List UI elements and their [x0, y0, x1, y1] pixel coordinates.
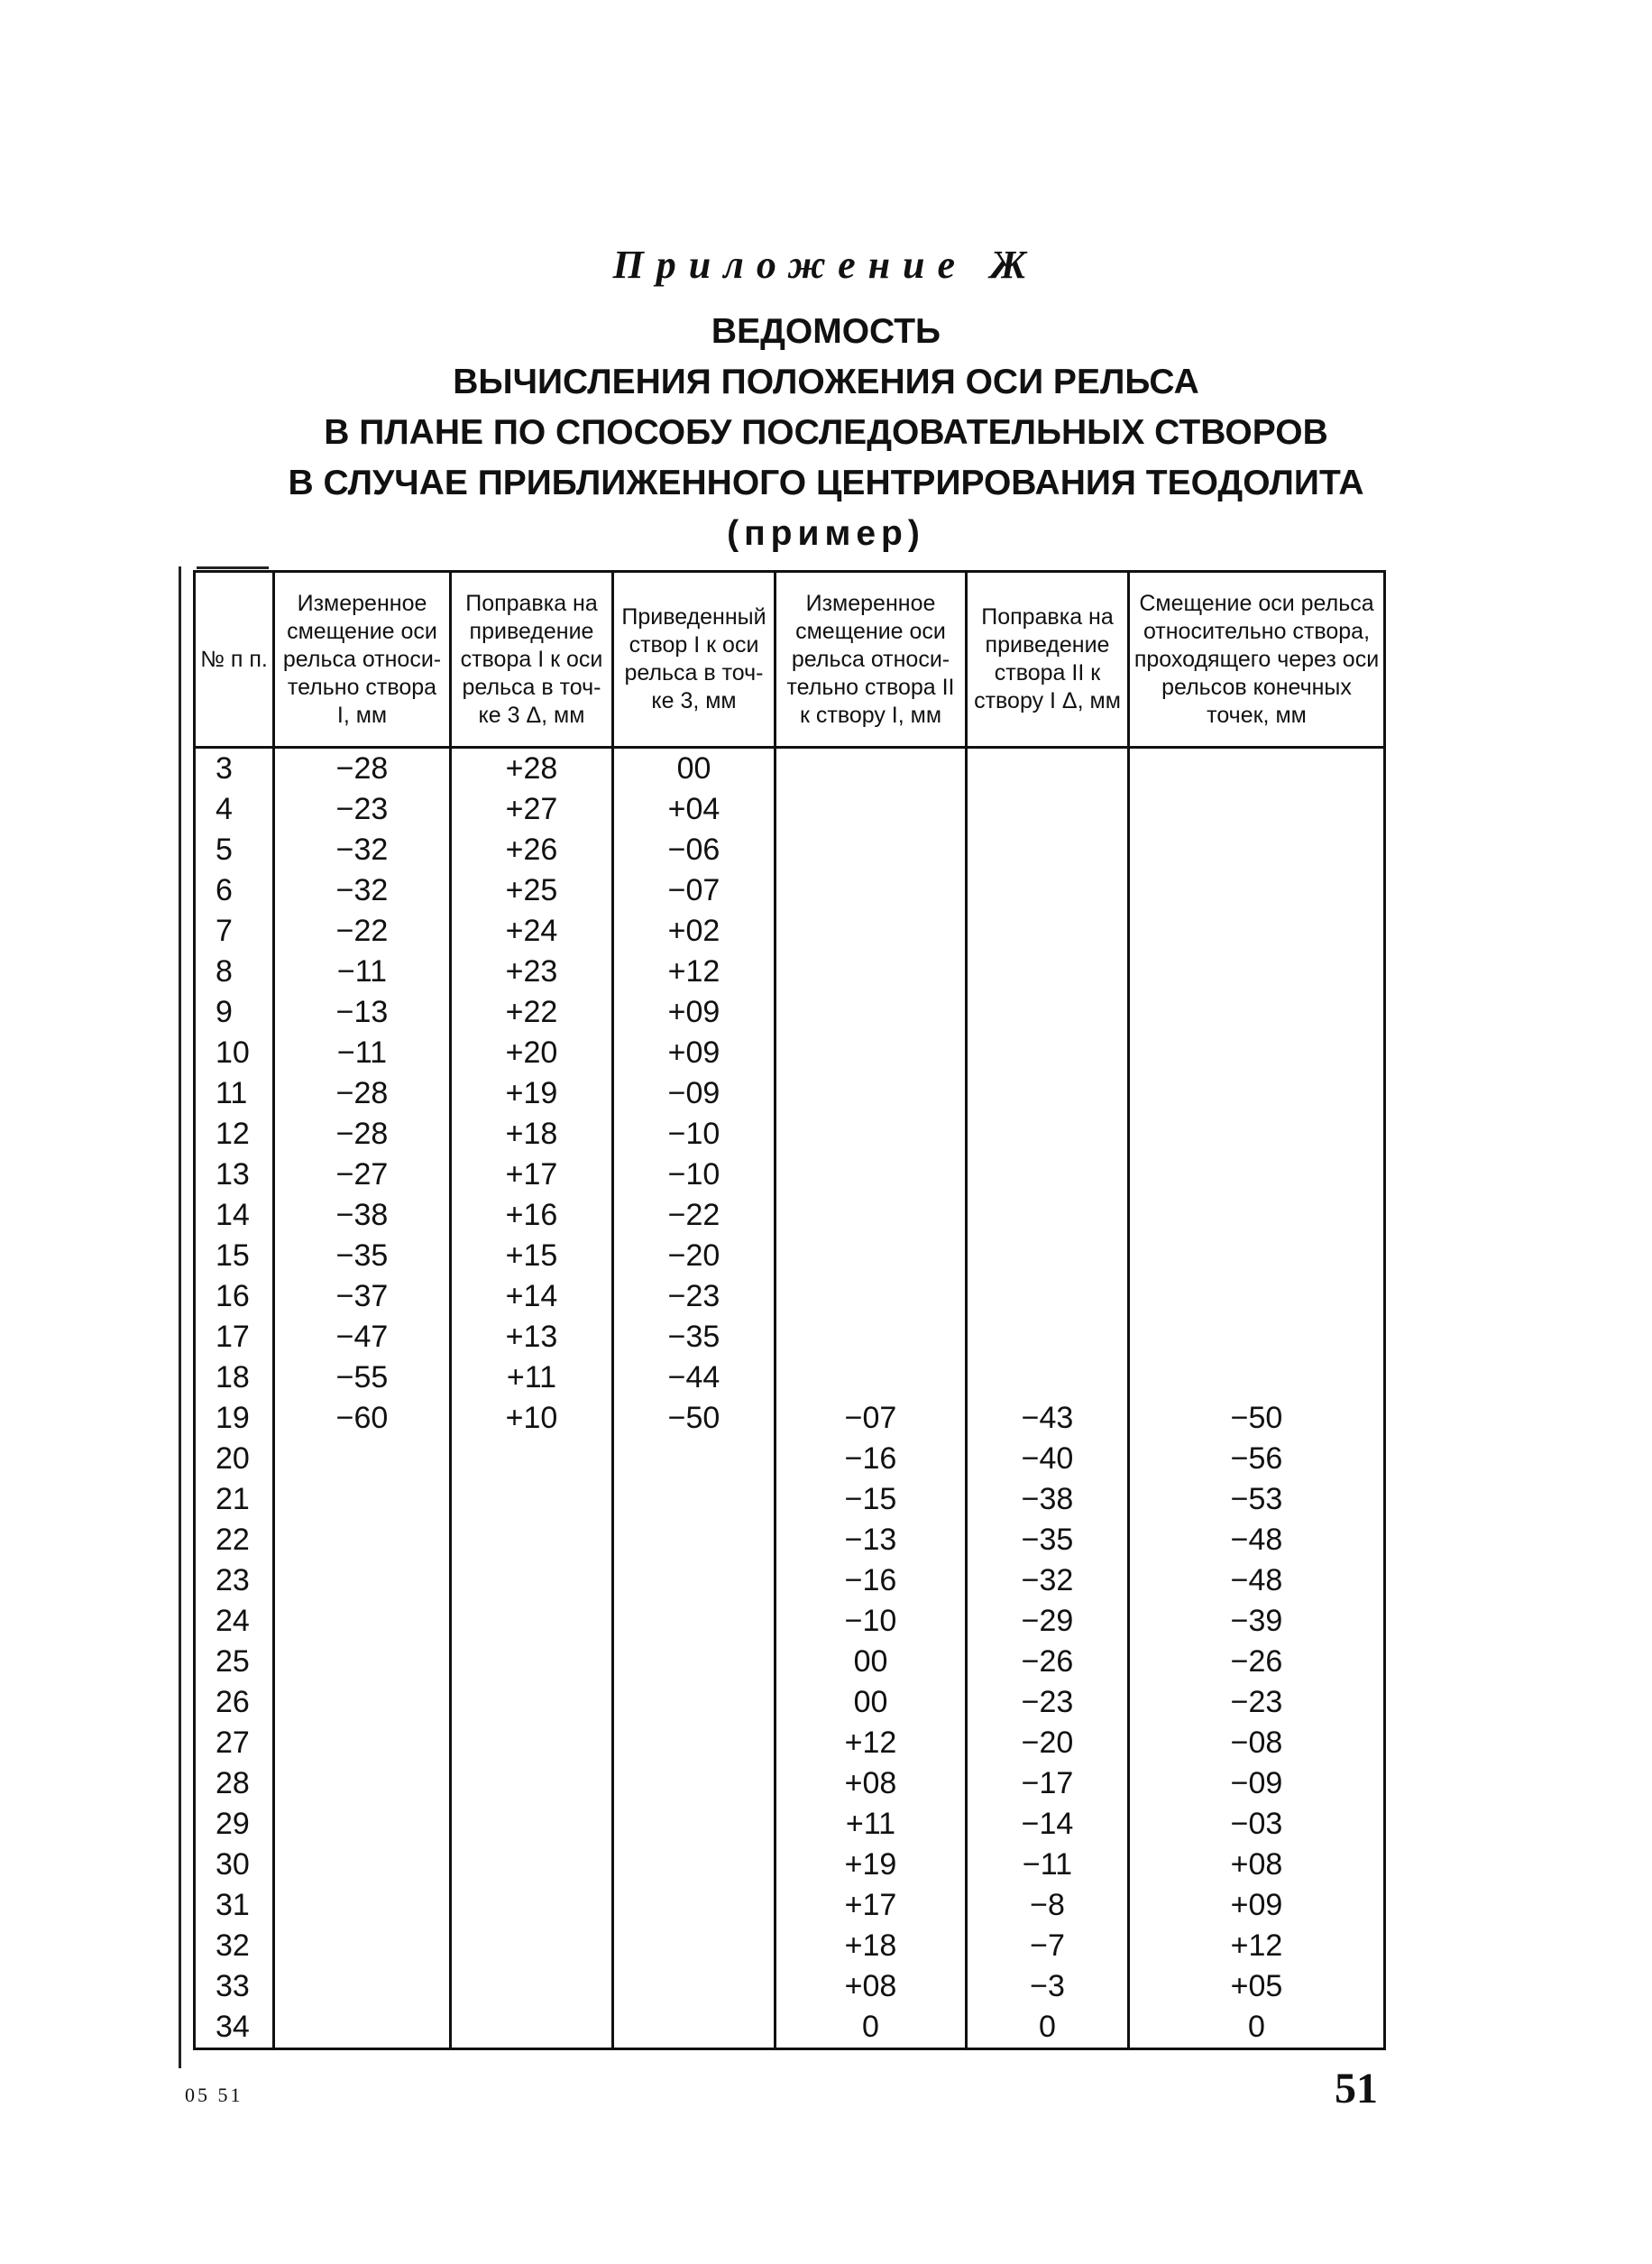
cell-correction-1: [451, 1560, 613, 1601]
table-row: [195, 1520, 1385, 1560]
cell-reduced-alignment: [613, 1926, 776, 1966]
cell-final-offset: −09: [1129, 1763, 1385, 1804]
cell-measured-offset-1: −38: [274, 1195, 451, 1236]
cell-measured-offset-1: [274, 1845, 451, 1885]
title-line-1: ВЕДОМОСТЬ: [711, 312, 941, 351]
cell-measured-offset-1: −11: [274, 1033, 451, 1073]
cell-correction-2: −35: [967, 1520, 1129, 1560]
cell-number: 14: [195, 1195, 274, 1236]
cell-measured-offset-2: −16: [776, 1439, 967, 1479]
cell-correction-2: −32: [967, 1560, 1129, 1601]
table-row: [195, 1763, 1385, 1804]
cell-measured-offset-1: −55: [274, 1357, 451, 1398]
title-line-4: В СЛУЧАЕ ПРИБЛИЖЕННОГО ЦЕНТРИРОВАНИЯ ТЕОДОЛИТА: [288, 464, 1364, 502]
cell-measured-offset-1: [274, 1885, 451, 1926]
cell-number: 15: [195, 1236, 274, 1276]
table-row: [195, 1033, 1385, 1073]
cell-correction-2: [967, 1357, 1129, 1398]
cell-number: 6: [195, 870, 274, 911]
cell-measured-offset-1: −13: [274, 992, 451, 1033]
cell-correction-1: +22: [451, 992, 613, 1033]
cell-measured-offset-1: [274, 1520, 451, 1560]
cell-correction-2: [967, 992, 1129, 1033]
cell-correction-2: 0: [967, 2007, 1129, 2049]
cell-reduced-alignment: −23: [613, 1276, 776, 1317]
cell-final-offset: −39: [1129, 1601, 1385, 1642]
table-row: [195, 1073, 1385, 1114]
table-row: [195, 2007, 1385, 2049]
cell-final-offset: −03: [1129, 1804, 1385, 1845]
cell-correction-2: [967, 1276, 1129, 1317]
table-row: [195, 1601, 1385, 1642]
cell-reduced-alignment: [613, 1885, 776, 1926]
document-title: [0, 307, 1652, 559]
sheet-edge-left: [179, 566, 181, 2068]
cell-number: 20: [195, 1439, 274, 1479]
cell-final-offset: [1129, 830, 1385, 870]
cell-measured-offset-2: [776, 1195, 967, 1236]
header-col-correction-2: Поправка на приведение створа II к створу I Δ, мм: [967, 572, 1129, 748]
cell-reduced-alignment: −06: [613, 830, 776, 870]
cell-measured-offset-2: [776, 1317, 967, 1357]
cell-reduced-alignment: +12: [613, 952, 776, 992]
cell-number: 16: [195, 1276, 274, 1317]
cell-measured-offset-2: +19: [776, 1845, 967, 1885]
cell-measured-offset-2: [776, 830, 967, 870]
table-header-row: [195, 572, 1385, 748]
cell-final-offset: −08: [1129, 1723, 1385, 1763]
cell-final-offset: −53: [1129, 1479, 1385, 1520]
cell-measured-offset-2: −13: [776, 1520, 967, 1560]
cell-correction-1: [451, 1520, 613, 1560]
cell-reduced-alignment: [613, 1845, 776, 1885]
cell-number: 22: [195, 1520, 274, 1560]
cell-correction-1: +15: [451, 1236, 613, 1276]
cell-final-offset: [1129, 911, 1385, 952]
cell-correction-1: +24: [451, 911, 613, 952]
page-number: 51: [1335, 2065, 1378, 2112]
cell-reduced-alignment: −20: [613, 1236, 776, 1276]
cell-correction-2: −11: [967, 1845, 1129, 1885]
cell-final-offset: [1129, 1236, 1385, 1276]
cell-correction-1: +16: [451, 1195, 613, 1236]
cell-correction-1: +19: [451, 1073, 613, 1114]
cell-measured-offset-2: [776, 992, 967, 1033]
header-col-correction-1: Поправка на приведение створа I к оси рельса в точ- ке 3 Δ, мм: [451, 572, 613, 748]
cell-final-offset: −26: [1129, 1642, 1385, 1682]
cell-correction-2: −3: [967, 1966, 1129, 2007]
cell-measured-offset-2: 00: [776, 1682, 967, 1723]
table-row: [195, 1398, 1385, 1439]
cell-measured-offset-1: −47: [274, 1317, 451, 1357]
cell-correction-1: [451, 1439, 613, 1479]
cell-reduced-alignment: +09: [613, 992, 776, 1033]
cell-reduced-alignment: +02: [613, 911, 776, 952]
cell-number: 5: [195, 830, 274, 870]
cell-correction-2: [967, 1114, 1129, 1155]
cell-number: 17: [195, 1317, 274, 1357]
cell-correction-1: [451, 1966, 613, 2007]
table-row: [195, 870, 1385, 911]
cell-measured-offset-1: −27: [274, 1155, 451, 1195]
cell-measured-offset-2: +08: [776, 1763, 967, 1804]
cell-measured-offset-1: [274, 1642, 451, 1682]
header-col-number: № п п.: [195, 572, 274, 748]
cell-measured-offset-1: −37: [274, 1276, 451, 1317]
table-row: [195, 952, 1385, 992]
cell-final-offset: [1129, 1073, 1385, 1114]
cell-measured-offset-1: [274, 1479, 451, 1520]
cell-final-offset: −56: [1129, 1439, 1385, 1479]
cell-measured-offset-2: [776, 1155, 967, 1195]
cell-correction-1: +17: [451, 1155, 613, 1195]
table-row: [195, 1682, 1385, 1723]
cell-measured-offset-2: [776, 911, 967, 952]
cell-reduced-alignment: [613, 1439, 776, 1479]
cell-measured-offset-2: +18: [776, 1926, 967, 1966]
cell-final-offset: [1129, 1357, 1385, 1398]
header-col-reduced-alignment: Приведенный створ I к оси рельса в точ- ке 3, мм: [613, 572, 776, 748]
cell-number: 27: [195, 1723, 274, 1763]
computation-table: [193, 570, 1386, 2050]
cell-number: 34: [195, 2007, 274, 2049]
cell-correction-2: [967, 870, 1129, 911]
cell-correction-2: −38: [967, 1479, 1129, 1520]
table-row: [195, 1560, 1385, 1601]
cell-measured-offset-1: −28: [274, 1073, 451, 1114]
cell-measured-offset-1: −28: [274, 1114, 451, 1155]
table-row: [195, 748, 1385, 790]
cell-measured-offset-2: [776, 748, 967, 790]
table-row: [195, 1885, 1385, 1926]
cell-measured-offset-1: [274, 1682, 451, 1723]
cell-correction-2: −14: [967, 1804, 1129, 1845]
cell-number: 25: [195, 1642, 274, 1682]
cell-correction-1: [451, 1723, 613, 1763]
cell-measured-offset-2: +08: [776, 1966, 967, 2007]
cell-final-offset: [1129, 952, 1385, 992]
table-body: [195, 748, 1385, 2049]
header-col-measured-offset-1: Измеренное смещение оси рельса относи- тельно створа I, мм: [274, 572, 451, 748]
table-row: [195, 1236, 1385, 1276]
cell-final-offset: +12: [1129, 1926, 1385, 1966]
cell-measured-offset-1: [274, 1601, 451, 1642]
cell-number: 23: [195, 1560, 274, 1601]
cell-measured-offset-2: −16: [776, 1560, 967, 1601]
cell-reduced-alignment: [613, 1682, 776, 1723]
cell-measured-offset-2: −15: [776, 1479, 967, 1520]
cell-measured-offset-2: [776, 1114, 967, 1155]
cell-final-offset: [1129, 748, 1385, 790]
cell-measured-offset-1: [274, 1966, 451, 2007]
cell-correction-2: −7: [967, 1926, 1129, 1966]
cell-reduced-alignment: −10: [613, 1155, 776, 1195]
cell-number: 4: [195, 789, 274, 830]
cell-number: 18: [195, 1357, 274, 1398]
cell-correction-1: [451, 1601, 613, 1642]
cell-final-offset: 0: [1129, 2007, 1385, 2049]
cell-measured-offset-2: [776, 1276, 967, 1317]
table-row: [195, 911, 1385, 952]
cell-final-offset: −48: [1129, 1560, 1385, 1601]
cell-correction-2: −8: [967, 1885, 1129, 1926]
table-row: [195, 830, 1385, 870]
table-row: [195, 1195, 1385, 1236]
cell-final-offset: −23: [1129, 1682, 1385, 1723]
cell-measured-offset-2: +17: [776, 1885, 967, 1926]
cell-final-offset: +08: [1129, 1845, 1385, 1885]
cell-number: 7: [195, 911, 274, 952]
cell-measured-offset-1: [274, 1723, 451, 1763]
cell-correction-1: [451, 2007, 613, 2049]
cell-measured-offset-2: 00: [776, 1642, 967, 1682]
cell-final-offset: [1129, 1155, 1385, 1195]
cell-correction-1: +25: [451, 870, 613, 911]
cell-reduced-alignment: [613, 1966, 776, 2007]
table-row: [195, 1276, 1385, 1317]
cell-measured-offset-1: −32: [274, 830, 451, 870]
table-row: [195, 1479, 1385, 1520]
cell-reduced-alignment: −50: [613, 1398, 776, 1439]
cell-correction-1: +23: [451, 952, 613, 992]
cell-correction-1: [451, 1804, 613, 1845]
table-row: [195, 1439, 1385, 1479]
cell-measured-offset-1: −11: [274, 952, 451, 992]
cell-final-offset: [1129, 1114, 1385, 1155]
cell-reduced-alignment: −44: [613, 1357, 776, 1398]
header-col-final-offset: Смещение оси рельса относительно створа, проходящего через оси рельсов конечных точек, мм: [1129, 572, 1385, 748]
cell-correction-1: +26: [451, 830, 613, 870]
cell-measured-offset-1: −60: [274, 1398, 451, 1439]
cell-reduced-alignment: [613, 2007, 776, 2049]
cell-correction-2: −23: [967, 1682, 1129, 1723]
cell-measured-offset-2: [776, 870, 967, 911]
cell-number: 30: [195, 1845, 274, 1885]
table-row: [195, 1357, 1385, 1398]
cell-number: 11: [195, 1073, 274, 1114]
cell-measured-offset-2: [776, 1073, 967, 1114]
cell-correction-2: [967, 1195, 1129, 1236]
cell-measured-offset-2: [776, 789, 967, 830]
cell-reduced-alignment: −35: [613, 1317, 776, 1357]
cell-correction-2: −20: [967, 1723, 1129, 1763]
table-row: [195, 1804, 1385, 1845]
table-row: [195, 1155, 1385, 1195]
cell-number: 24: [195, 1601, 274, 1642]
cell-final-offset: [1129, 870, 1385, 911]
cell-number: 19: [195, 1398, 274, 1439]
cell-reduced-alignment: [613, 1520, 776, 1560]
cell-measured-offset-1: [274, 1804, 451, 1845]
cell-number: 31: [195, 1885, 274, 1926]
table-row: [195, 1966, 1385, 2007]
cell-correction-2: [967, 830, 1129, 870]
cell-correction-2: −29: [967, 1601, 1129, 1642]
example-label: (пример): [727, 514, 925, 553]
cell-correction-1: [451, 1479, 613, 1520]
cell-reduced-alignment: +09: [613, 1033, 776, 1073]
cell-number: 33: [195, 1966, 274, 2007]
cell-measured-offset-2: [776, 952, 967, 992]
cell-number: 32: [195, 1926, 274, 1966]
cell-final-offset: [1129, 1276, 1385, 1317]
cell-measured-offset-1: [274, 1763, 451, 1804]
cell-measured-offset-1: [274, 1926, 451, 1966]
cell-correction-1: [451, 1642, 613, 1682]
cell-measured-offset-2: [776, 1357, 967, 1398]
cell-number: 13: [195, 1155, 274, 1195]
cell-reduced-alignment: [613, 1479, 776, 1520]
cell-final-offset: [1129, 1033, 1385, 1073]
header-col-measured-offset-2: Измеренное смещение оси рельса относи- тельно створа II к створу I, мм: [776, 572, 967, 748]
cell-correction-2: [967, 1155, 1129, 1195]
cell-correction-2: [967, 1236, 1129, 1276]
cell-measured-offset-1: [274, 2007, 451, 2049]
cell-correction-1: [451, 1682, 613, 1723]
cell-reduced-alignment: −09: [613, 1073, 776, 1114]
appendix-label: Приложение Ж: [612, 243, 1040, 287]
cell-correction-2: −40: [967, 1439, 1129, 1479]
cell-correction-1: +28: [451, 748, 613, 790]
cell-correction-1: +10: [451, 1398, 613, 1439]
cell-final-offset: +09: [1129, 1885, 1385, 1926]
cell-measured-offset-2: +11: [776, 1804, 967, 1845]
cell-reduced-alignment: [613, 1560, 776, 1601]
cell-measured-offset-1: −32: [274, 870, 451, 911]
cell-final-offset: [1129, 1317, 1385, 1357]
cell-reduced-alignment: [613, 1642, 776, 1682]
cell-reduced-alignment: 00: [613, 748, 776, 790]
cell-reduced-alignment: [613, 1601, 776, 1642]
cell-measured-offset-2: +12: [776, 1723, 967, 1763]
cell-final-offset: −48: [1129, 1520, 1385, 1560]
cell-correction-2: −26: [967, 1642, 1129, 1682]
cell-number: 8: [195, 952, 274, 992]
cell-correction-1: +20: [451, 1033, 613, 1073]
table-row: [195, 1642, 1385, 1682]
cell-measured-offset-1: −35: [274, 1236, 451, 1276]
cell-number: 12: [195, 1114, 274, 1155]
cell-measured-offset-2: [776, 1033, 967, 1073]
cell-correction-2: [967, 1317, 1129, 1357]
title-line-3: В ПЛАНЕ ПО СПОСОБУ ПОСЛЕДОВАТЕЛЬНЫХ СТВОРОВ: [324, 413, 1328, 452]
cell-correction-1: [451, 1926, 613, 1966]
cell-final-offset: −50: [1129, 1398, 1385, 1439]
cell-reduced-alignment: −22: [613, 1195, 776, 1236]
cell-number: 28: [195, 1763, 274, 1804]
cell-correction-1: +27: [451, 789, 613, 830]
cell-correction-2: −43: [967, 1398, 1129, 1439]
cell-number: 21: [195, 1479, 274, 1520]
cell-correction-2: [967, 952, 1129, 992]
title-line-2: ВЫЧИСЛЕНИЯ ПОЛОЖЕНИЯ ОСИ РЕЛЬСА: [453, 363, 1199, 401]
cell-correction-1: [451, 1885, 613, 1926]
cell-final-offset: [1129, 992, 1385, 1033]
cell-measured-offset-1: [274, 1560, 451, 1601]
cell-final-offset: +05: [1129, 1966, 1385, 2007]
table-row: [195, 789, 1385, 830]
cell-correction-2: [967, 748, 1129, 790]
cell-number: 26: [195, 1682, 274, 1723]
cell-correction-1: +18: [451, 1114, 613, 1155]
table-row: [195, 1845, 1385, 1885]
cell-correction-2: [967, 911, 1129, 952]
cell-measured-offset-2: −10: [776, 1601, 967, 1642]
cell-measured-offset-2: −07: [776, 1398, 967, 1439]
cell-correction-2: [967, 789, 1129, 830]
cell-correction-2: [967, 1073, 1129, 1114]
cell-measured-offset-1: −22: [274, 911, 451, 952]
table-row: [195, 1926, 1385, 1966]
cell-final-offset: [1129, 1195, 1385, 1236]
cell-correction-2: −17: [967, 1763, 1129, 1804]
cell-reduced-alignment: +04: [613, 789, 776, 830]
sheet-edge-top: [197, 566, 269, 569]
cell-correction-1: +13: [451, 1317, 613, 1357]
cell-correction-2: [967, 1033, 1129, 1073]
footer-mark: 05 51: [185, 2084, 243, 2106]
cell-correction-1: [451, 1763, 613, 1804]
cell-reduced-alignment: [613, 1804, 776, 1845]
table-row: [195, 1114, 1385, 1155]
cell-measured-offset-1: −23: [274, 789, 451, 830]
cell-number: 10: [195, 1033, 274, 1073]
cell-measured-offset-1: [274, 1439, 451, 1479]
cell-measured-offset-1: −28: [274, 748, 451, 790]
table-row: [195, 992, 1385, 1033]
cell-reduced-alignment: [613, 1723, 776, 1763]
table-row: [195, 1723, 1385, 1763]
cell-number: 29: [195, 1804, 274, 1845]
cell-reduced-alignment: −07: [613, 870, 776, 911]
cell-reduced-alignment: [613, 1763, 776, 1804]
table-row: [195, 1317, 1385, 1357]
cell-number: 3: [195, 748, 274, 790]
cell-measured-offset-2: [776, 1236, 967, 1276]
cell-final-offset: [1129, 789, 1385, 830]
cell-correction-1: +14: [451, 1276, 613, 1317]
cell-correction-1: +11: [451, 1357, 613, 1398]
cell-measured-offset-2: 0: [776, 2007, 967, 2049]
cell-correction-1: [451, 1845, 613, 1885]
cell-reduced-alignment: −10: [613, 1114, 776, 1155]
cell-number: 9: [195, 992, 274, 1033]
